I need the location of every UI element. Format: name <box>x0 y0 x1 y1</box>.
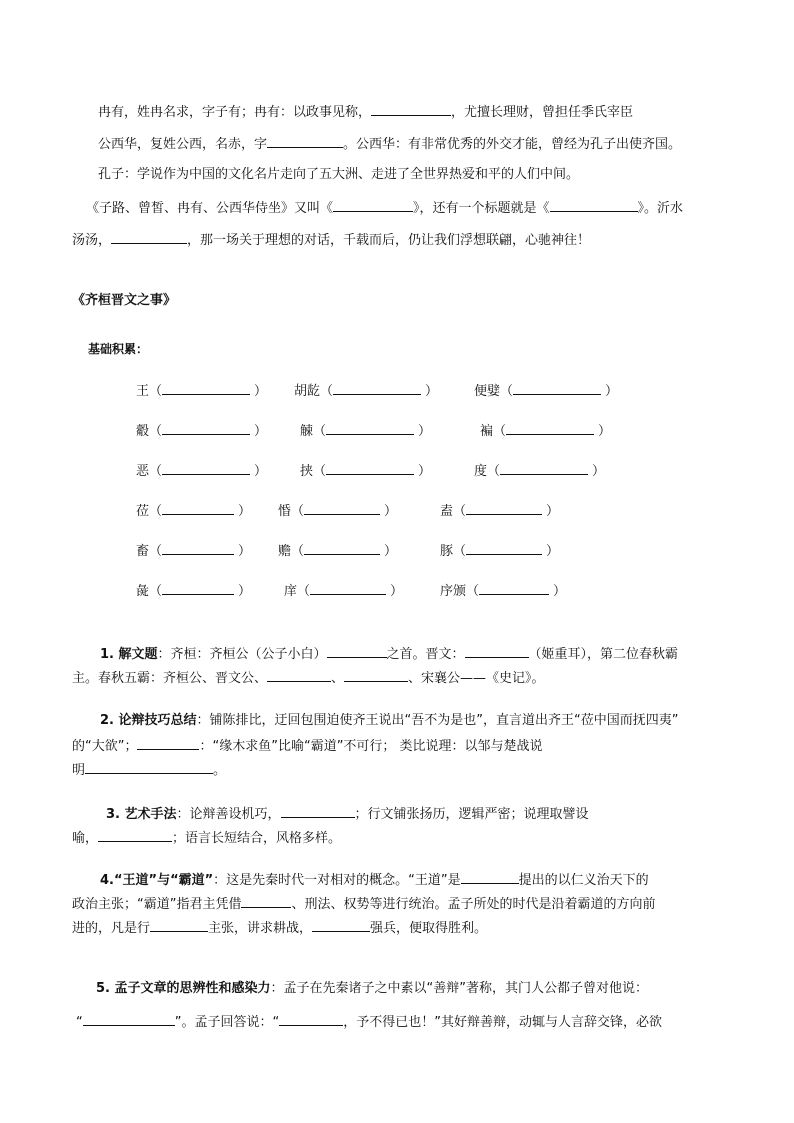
fill-blank[interactable] <box>371 101 451 116</box>
fill-blank[interactable] <box>326 420 414 435</box>
fill-blank[interactable] <box>267 133 343 148</box>
vocab-item: 畜（ ） <box>136 540 251 562</box>
fill-blank[interactable] <box>333 380 421 395</box>
q1-line-2: 主。春秋五霸：齐桓公、晋文公、 、 、宋襄公——《史记》。 <box>72 667 545 689</box>
intro-text: 》，还有一个标题就是《 <box>413 201 550 216</box>
vocab-item: 褊（ ） <box>480 420 611 442</box>
fill-blank[interactable] <box>85 759 213 774</box>
intro-text: 汤汤， <box>72 233 112 248</box>
fill-blank[interactable] <box>111 229 187 244</box>
intro-line-4 <box>86 197 683 219</box>
fill-blank[interactable] <box>281 803 355 818</box>
vocab-item: 赡（ ） <box>278 540 397 562</box>
vocab-item: 胡龁（ ） <box>294 380 438 402</box>
vocab-item: 豚（ ） <box>440 540 559 562</box>
intro-line-1 <box>98 101 633 123</box>
intro-text: 《子路、曾皙、冉有、公西华侍坐》又叫《 <box>86 201 334 216</box>
fill-blank[interactable] <box>162 500 234 515</box>
fill-blank[interactable] <box>241 893 291 908</box>
intro-text: ，那一场关于理想的对话，千载而后，仍让我们浮想联翩，心驰神往！ <box>187 233 591 248</box>
fill-blank[interactable] <box>327 643 387 658</box>
q3-line-2: 喻， ；语言长短结合，风格多样。 <box>72 827 341 849</box>
q4-line-1: 4.“王道”与“霸道”：这是先秦时代一对相对的概念。“王道”是 提出的以仁义治天下的 <box>100 869 649 891</box>
intro-text: 孔子：学说作为中国的文化名片走向了五大洲、走进了全世界热爱和平的人们中间。 <box>98 167 580 182</box>
fill-blank[interactable] <box>513 380 601 395</box>
q2-line-1: 2. 论辩技巧总结：铺陈排比，迂回包围迫使齐王说出“吾不为是也”，直言道出齐王“莅中国而抚四夷” <box>100 713 679 728</box>
intro-text: 。公西华：有非常优秀的外交才能，曾经为孔子出使齐国。 <box>343 137 682 152</box>
vocab-item: 盍（ ） <box>440 500 559 522</box>
intro-text: 》。沂水 <box>637 201 684 216</box>
fill-blank[interactable] <box>267 667 331 682</box>
q5-line-1: 5. 孟子文章的思辨性和感染力：孟子在先秦诸子之中素以“善辩”著称，其门人公都子曾对他说： <box>96 981 648 996</box>
fill-blank[interactable] <box>83 1011 175 1026</box>
q2-label: 2. 论辩技巧总结 <box>100 713 197 728</box>
vocab-item: 庠（ ） <box>284 580 403 602</box>
intro-text: ，尤擅长理财，曾担任季氏宰臣 <box>451 105 634 120</box>
intro-text: 公西华，复姓公西，名赤，字 <box>98 137 268 152</box>
q3-label: 3. 艺术手法 <box>106 807 177 822</box>
fill-blank[interactable] <box>304 500 380 515</box>
vocab-item: 恶（ ） <box>136 460 267 482</box>
q1-line-1: 1. 解文题：齐桓：齐桓公（公子小白） 之首。晋文： （姬重耳），第二位春秋霸 <box>100 643 678 665</box>
vocab-item: 彘（ ） <box>136 580 251 602</box>
q5-label: 5. 孟子文章的思辨性和感染力 <box>96 981 271 996</box>
fill-blank[interactable] <box>312 917 370 932</box>
intro-line-3 <box>98 165 579 185</box>
fill-blank[interactable] <box>479 580 549 595</box>
q3-line-1: 3. 艺术手法：论辩善设机巧， ；行文铺张扬历，逻辑严密；说理取譬设 <box>106 803 589 825</box>
intro-line-5 <box>72 229 590 251</box>
fill-blank[interactable] <box>461 869 519 884</box>
vocab-item: 觳（ ） <box>136 420 267 442</box>
fill-blank[interactable] <box>162 460 250 475</box>
vocab-item: 便嬖（ ） <box>474 380 618 402</box>
vocab-item: 惛（ ） <box>278 500 397 522</box>
vocab-item: 王（ ） <box>136 380 267 402</box>
section-subtitle: 基础积累： <box>88 342 149 356</box>
fill-blank[interactable] <box>506 420 594 435</box>
fill-blank[interactable] <box>344 667 408 682</box>
fill-blank[interactable] <box>326 460 414 475</box>
vocab-item: 度（ ） <box>474 460 605 482</box>
q2-line-3: 明 。 <box>72 759 226 781</box>
q4-line-2: 政治主张；“霸道”指君主凭借 、刑法、权势等进行统治。孟子所处的时代是沿着霸道的方向前 <box>72 893 656 915</box>
fill-blank[interactable] <box>333 197 413 212</box>
fill-blank[interactable] <box>162 540 234 555</box>
vocab-item: 挟（ ） <box>300 460 431 482</box>
intro-line-2 <box>98 133 681 155</box>
vocab-item: 序颁（ ） <box>440 580 566 602</box>
vocab-item: 莅（ ） <box>136 500 251 522</box>
fill-blank[interactable] <box>150 917 208 932</box>
q1-label: 1. 解文题 <box>100 647 158 662</box>
fill-blank[interactable] <box>466 500 542 515</box>
fill-blank[interactable] <box>98 827 172 842</box>
fill-blank[interactable] <box>465 643 529 658</box>
fill-blank[interactable] <box>162 380 250 395</box>
fill-blank[interactable] <box>466 540 542 555</box>
fill-blank[interactable] <box>304 540 380 555</box>
fill-blank[interactable] <box>500 460 588 475</box>
fill-blank[interactable] <box>162 580 234 595</box>
fill-blank[interactable] <box>162 420 250 435</box>
section-title: 《齐桓晋文之事》 <box>72 293 177 308</box>
vocab-item: 觫（ ） <box>300 420 431 442</box>
fill-blank[interactable] <box>137 735 199 750</box>
q5-line-2: “ ”。孟子回答说：“ ，予不得已也！”其好辩善辩，动辄与人言辞交锋，必欲 <box>76 1011 662 1033</box>
q4-line-3: 进的，凡是行 主张，讲求耕战， 强兵，便取得胜利。 <box>72 917 487 939</box>
q2-line-2: 的“大欲”； ：“缘木求鱼”比喻“霸道”不可行； 类比说理：以邹与楚战说 <box>72 735 543 757</box>
q4-label: 4.“王道”与“霸道” <box>100 873 214 888</box>
fill-blank[interactable] <box>310 580 386 595</box>
intro-text: 冉有，姓冉名求，字子有；冉有：以政事见称， <box>98 105 372 120</box>
fill-blank[interactable] <box>550 197 638 212</box>
fill-blank[interactable] <box>279 1011 343 1026</box>
